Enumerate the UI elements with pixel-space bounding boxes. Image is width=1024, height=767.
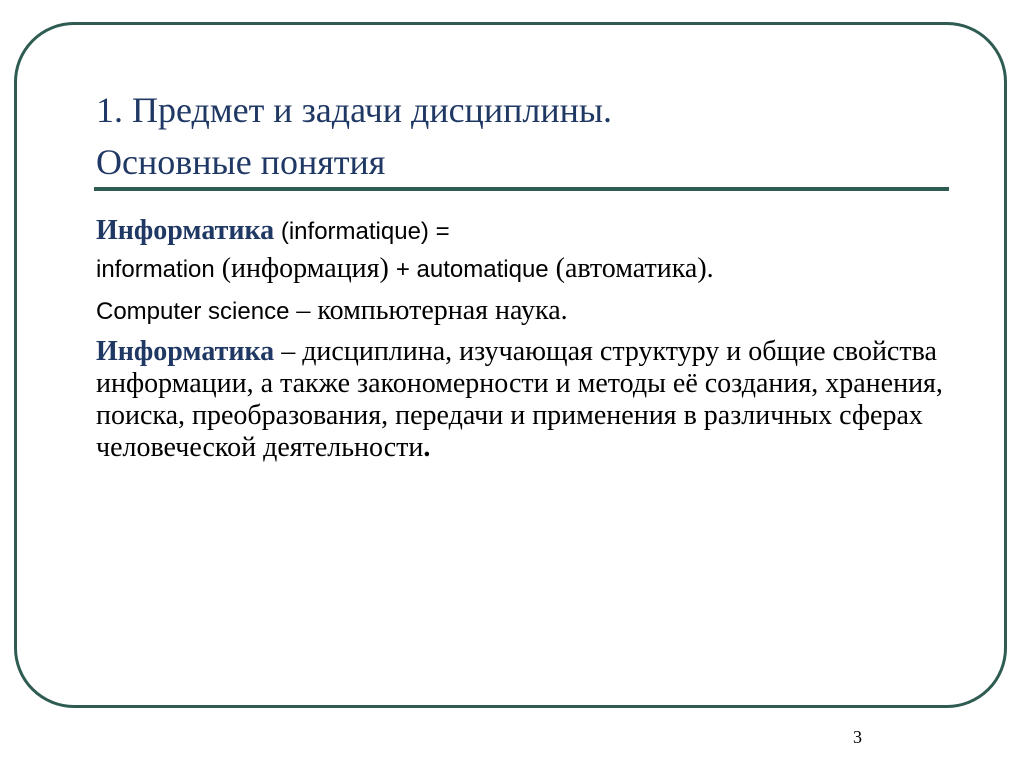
definition-informatique-text-a: (informatique) =	[274, 218, 450, 245]
definition-informatika-dash: –	[274, 336, 303, 367]
page-number: 3	[853, 727, 862, 747]
definition-informatika-end: .	[423, 432, 431, 463]
term-informatika-2: Информатика	[96, 336, 275, 367]
slide-title-line-2: Основные понятия	[96, 142, 386, 182]
definition-informatique-text-e: (автоматика).	[548, 253, 714, 284]
definition-informatique	[96, 214, 966, 290]
term-informatika-1: Информатика	[96, 215, 275, 246]
slide-title-line-1: 1. Предмет и задачи дисциплины.	[96, 90, 613, 130]
definition-informatique-text-b: information	[96, 256, 215, 283]
definition-informatika-text: дисциплина, изучающая структуру и общие свойства информации, а также закономерности и методы её создания, хранения, поиска, преобразования, передачи и применения в различных сферах человеческой деятельности	[96, 336, 943, 463]
definition-computer-science-text-a: Computer science	[96, 298, 290, 325]
definition-informatique-text-c: (информация)	[214, 253, 396, 284]
title-divider	[94, 187, 949, 191]
slide-body	[96, 214, 966, 468]
definition-computer-science	[96, 294, 966, 332]
definition-informatika	[96, 336, 966, 464]
slide-title	[96, 84, 612, 188]
definition-computer-science-text-b: – компьютерная наука.	[289, 295, 568, 326]
definition-informatique-text-d: + automatique	[395, 256, 549, 283]
